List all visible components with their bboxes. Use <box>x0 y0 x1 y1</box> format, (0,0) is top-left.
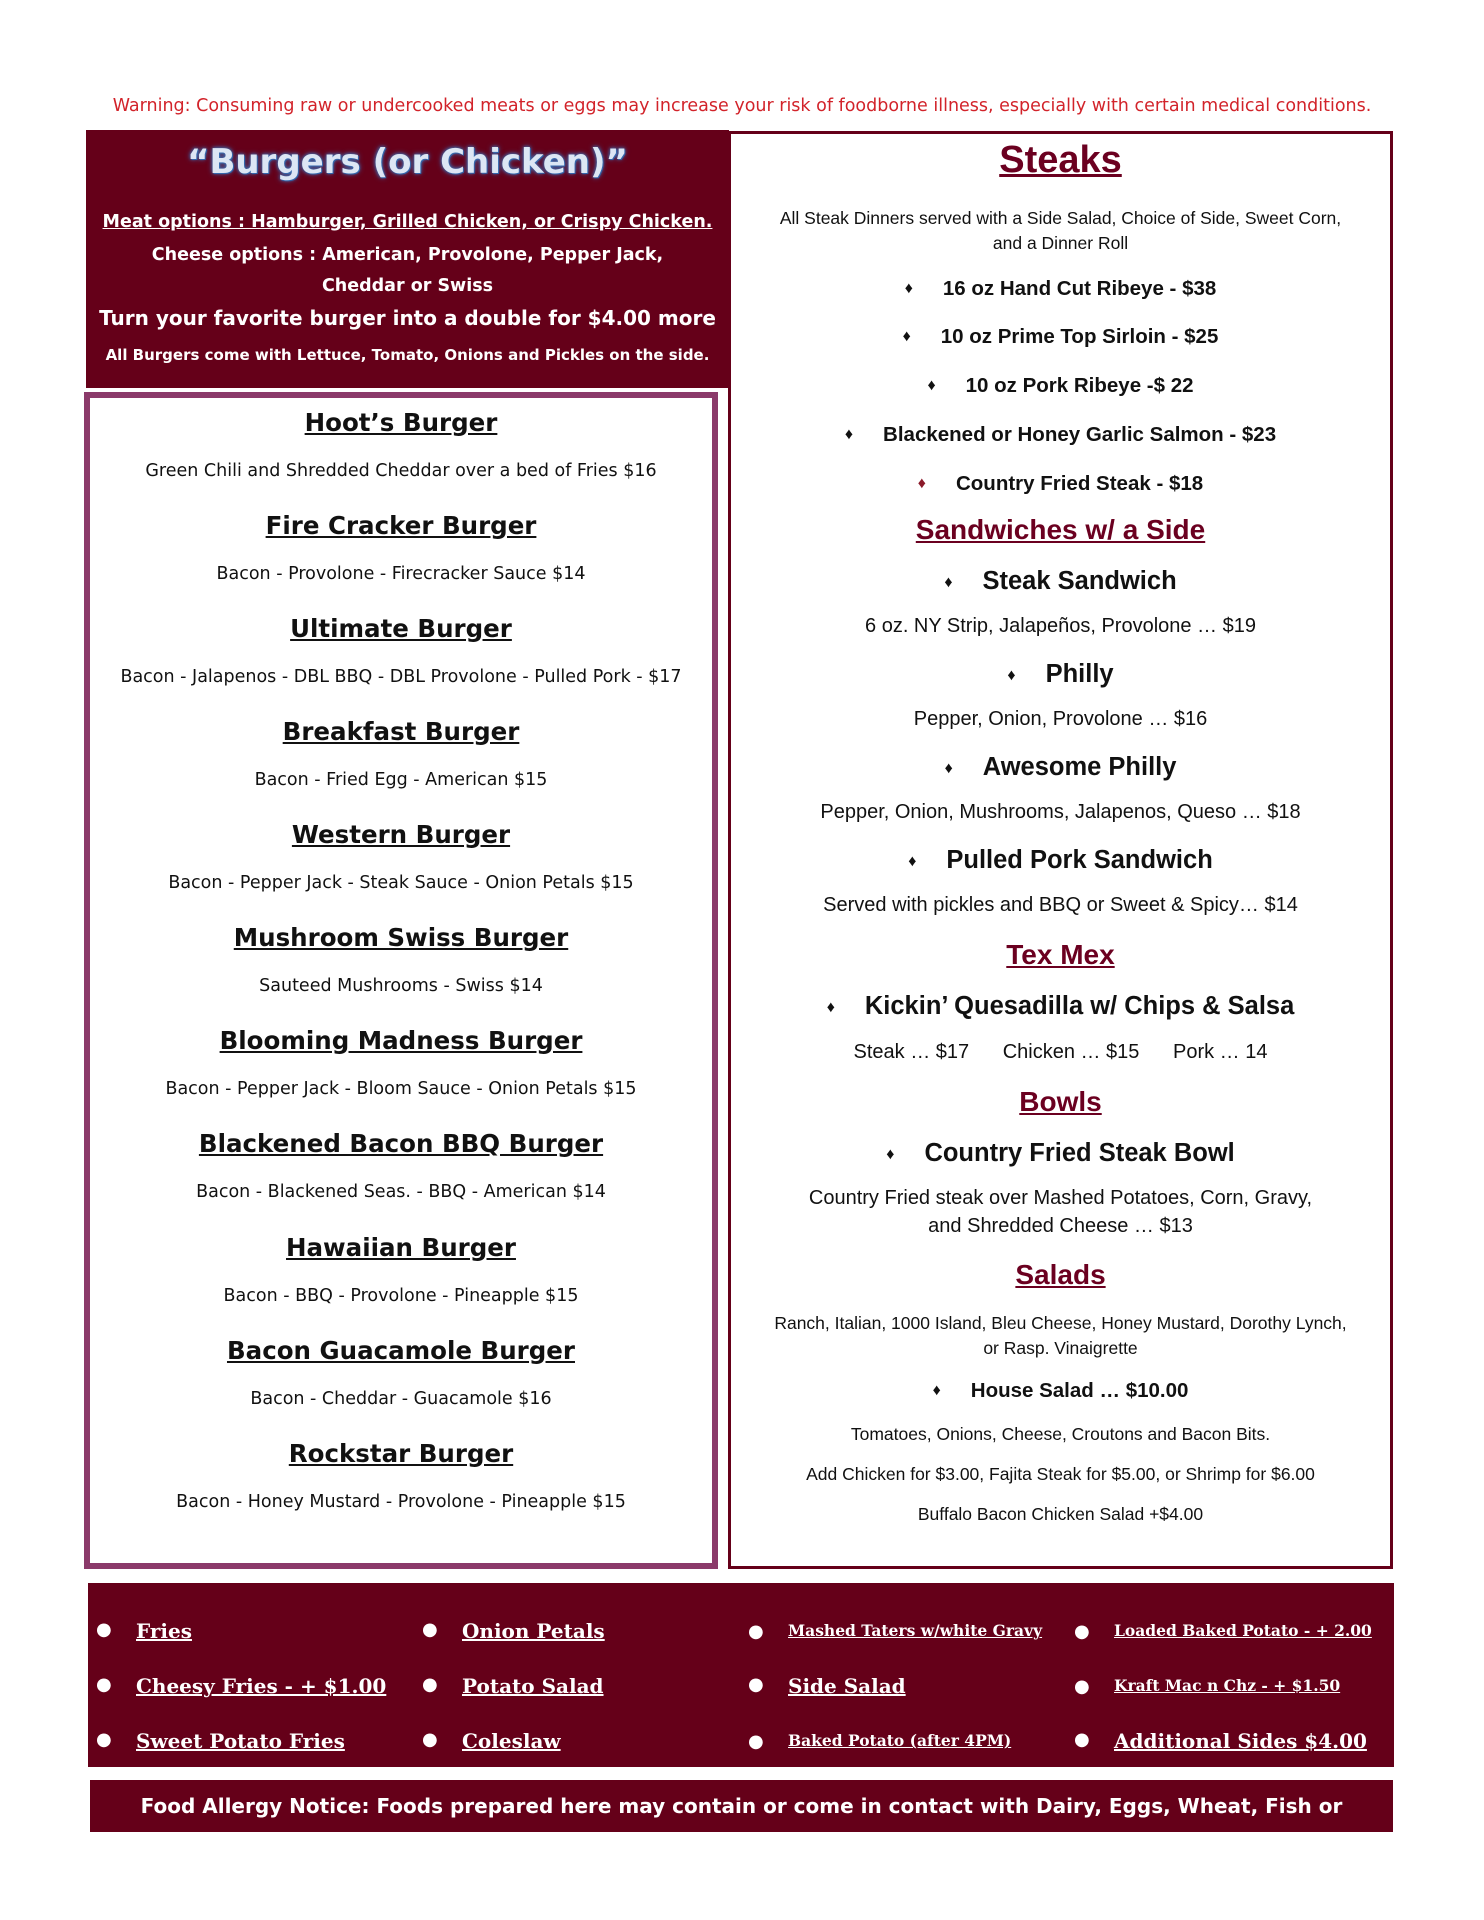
steak-item-label: 16 oz Hand Cut Ribeye - $38 <box>942 277 1217 300</box>
sandwich-item <box>731 753 1390 782</box>
diamond-bullet-icon: ♦ <box>944 574 953 591</box>
diamond-bullet-icon: ♦ <box>886 1146 895 1163</box>
bullet-dot-icon: ● <box>96 1619 112 1640</box>
burger-item <box>90 717 712 790</box>
sides-box <box>88 1583 1394 1767</box>
food-allergy-notice: Food Allergy Notice: Foods prepared here may contain or come in contact with Dairy, Eggs, Wheat, Fish or Shellfish <box>90 1780 1393 1832</box>
burger-name: Hawaiian Burger <box>286 1233 516 1262</box>
burger-item <box>90 1336 712 1409</box>
bullet-dot-icon: ● <box>96 1674 112 1695</box>
sandwich-description: Pepper, Onion, Mushrooms, Jalapenos, Queso … $18 <box>820 801 1301 823</box>
side-label: Side Salad <box>788 1674 906 1698</box>
burger-item <box>90 1439 712 1512</box>
burger-name: Mushroom Swiss Burger <box>233 923 569 952</box>
bullet-dot-icon: ● <box>422 1619 438 1640</box>
sandwiches-heading: Sandwiches w/ a Side <box>915 514 1206 545</box>
sandwich-item <box>731 567 1390 596</box>
side-label: Kraft Mac n Chz - + $1.50 <box>1114 1676 1341 1695</box>
burger-description: Bacon - Fried Egg - American $15 <box>254 770 548 790</box>
burger-description: Bacon - Jalapenos - DBL BBQ - DBL Provolone - Pulled Pork - $17 <box>120 667 682 687</box>
diamond-bullet-icon: ♦ <box>908 853 917 870</box>
sandwich-description: Pepper, Onion, Provolone … $16 <box>913 708 1208 730</box>
burger-item <box>90 511 712 584</box>
sandwich-description: 6 oz. NY Strip, Jalapeños, Provolone … $19 <box>865 615 1256 637</box>
tex-mex-price: Pork … 14 <box>1173 1041 1268 1063</box>
burger-description: Bacon - Provolone - Firecracker Sauce $14 <box>216 564 586 584</box>
salad-add-ons: Add Chicken for $3.00, Fajita Steak for $5.00, or Shrimp for $6.00 <box>806 1464 1315 1484</box>
diamond-bullet-icon: ♦ <box>932 1382 941 1399</box>
burger-list <box>84 392 718 1569</box>
tex-mex-prices <box>731 1040 1390 1065</box>
burger-name: Western Burger <box>291 820 511 849</box>
side-label: Sweet Potato Fries <box>136 1729 345 1753</box>
steak-item-label: Blackened or Honey Garlic Salmon - $23 <box>883 423 1277 446</box>
sandwich-description: Served with pickles and BBQ or Sweet & Spicy… $14 <box>823 894 1298 916</box>
burger-item <box>90 923 712 996</box>
burger-section-title: “Burgers (or Chicken)” <box>187 142 628 182</box>
diamond-bullet-icon: ♦ <box>902 328 911 345</box>
diamond-bullet-icon: ♦ <box>944 760 953 777</box>
steak-item-label: 10 oz Prime Top Sirloin - $25 <box>940 325 1219 348</box>
diamond-bullet-icon: ♦ <box>917 475 926 492</box>
bullet-dot-icon: ● <box>1074 1729 1090 1750</box>
steak-item <box>731 423 1390 447</box>
side-label: Baked Potato (after 4PM) <box>788 1731 1012 1750</box>
sandwich-name: Steak Sandwich <box>982 567 1177 595</box>
side-label: Loaded Baked Potato - + 2.00 <box>1114 1621 1372 1640</box>
salad-dressings-line-2: or Rasp. Vinaigrette <box>983 1338 1138 1358</box>
burger-description: Bacon - Honey Mustard - Provolone - Pineapple $15 <box>176 1492 626 1512</box>
burger-header-box <box>86 130 729 388</box>
salad-description: Tomatoes, Onions, Cheese, Croutons and Bacon Bits. <box>850 1424 1271 1444</box>
side-label: Potato Salad <box>462 1674 604 1698</box>
burger-description: Sauteed Mushrooms - Swiss $14 <box>259 976 543 996</box>
burger-name: Hoot’s Burger <box>304 408 498 437</box>
salad-dressings-line-1: Ranch, Italian, 1000 Island, Bleu Cheese, Honey Mustard, Dorothy Lynch, <box>774 1313 1347 1333</box>
diamond-bullet-icon: ♦ <box>826 999 835 1016</box>
tex-mex-item-label: Kickin’ Quesadilla w/ Chips & Salsa <box>864 992 1295 1020</box>
burger-item <box>90 1129 712 1202</box>
bullet-dot-icon: ● <box>96 1729 112 1750</box>
tex-mex-item <box>731 992 1390 1021</box>
buffalo-salad-note: Buffalo Bacon Chicken Salad +$4.00 <box>917 1504 1204 1524</box>
bowl-description-line-2: and Shredded Cheese … $13 <box>928 1215 1193 1237</box>
sandwich-item <box>731 660 1390 689</box>
burger-description: Bacon - Blackened Seas. - BBQ - American $14 <box>196 1182 606 1202</box>
side-label: Cheesy Fries - + $1.00 <box>136 1674 387 1698</box>
bullet-dot-icon: ● <box>748 1674 764 1695</box>
steak-item <box>731 325 1390 349</box>
side-label: Additional Sides $4.00 <box>1114 1729 1367 1753</box>
cheese-options-line-2: Cheddar or Swiss <box>321 276 494 296</box>
burger-description: Bacon - Cheddar - Guacamole $16 <box>250 1389 552 1409</box>
bowl-description-line-1: Country Fried steak over Mashed Potatoes, Corn, Gravy, <box>808 1187 1313 1209</box>
diamond-bullet-icon: ♦ <box>1007 667 1016 684</box>
double-burger-note: Turn your favorite burger into a double for $4.00 more <box>99 306 716 330</box>
burger-item <box>90 1026 712 1099</box>
burger-name: Blackened Bacon BBQ Burger <box>198 1129 604 1158</box>
burger-item <box>90 614 712 687</box>
sandwich-name: Pulled Pork Sandwich <box>946 846 1213 874</box>
right-menu-box <box>728 131 1393 1569</box>
burger-item <box>90 820 712 893</box>
bullet-dot-icon: ● <box>422 1729 438 1750</box>
bullet-dot-icon: ● <box>422 1674 438 1695</box>
sandwich-name: Awesome Philly <box>982 753 1177 781</box>
steaks-note-line-2: and a Dinner Roll <box>992 233 1129 253</box>
burger-item <box>90 408 712 481</box>
bowl-item-label: Country Fried Steak Bowl <box>924 1139 1235 1167</box>
tex-mex-heading: Tex Mex <box>1006 939 1115 970</box>
burger-description: Bacon - BBQ - Provolone - Pineapple $15 <box>223 1286 579 1306</box>
bowls-heading: Bowls <box>1019 1086 1102 1117</box>
burger-name: Breakfast Burger <box>282 717 520 746</box>
burger-description: Bacon - Pepper Jack - Bloom Sauce - Onion Petals $15 <box>165 1079 637 1099</box>
steak-item-label: Country Fried Steak - $18 <box>955 472 1204 495</box>
bullet-dot-icon: ● <box>1074 1621 1090 1642</box>
bullet-dot-icon: ● <box>748 1731 764 1752</box>
tex-mex-price: Steak … $17 <box>853 1041 970 1063</box>
side-label: Mashed Taters w/white Gravy <box>788 1621 1043 1640</box>
salads-heading: Salads <box>1015 1259 1106 1290</box>
side-label: Onion Petals <box>462 1619 605 1643</box>
steak-item-label: 10 oz Pork Ribeye -$ 22 <box>965 374 1194 397</box>
meat-options: Meat options : Hamburger, Grilled Chicken, or Crispy Chicken. <box>102 212 713 232</box>
diamond-bullet-icon: ♦ <box>904 280 913 297</box>
sandwich-name: Philly <box>1045 660 1114 688</box>
diamond-bullet-icon: ♦ <box>844 426 854 443</box>
burger-name: Fire Cracker Burger <box>265 511 537 540</box>
bullet-dot-icon: ● <box>1074 1676 1090 1697</box>
burger-description: Green Chili and Shredded Cheddar over a bed of Fries $16 <box>145 461 657 481</box>
sandwich-item <box>731 846 1390 875</box>
burger-name: Blooming Madness Burger <box>219 1026 583 1055</box>
burger-name: Bacon Guacamole Burger <box>226 1336 575 1365</box>
raw-meat-warning: Warning: Consuming raw or undercooked meats or eggs may increase your risk of foodborne illness, especially with certain medical conditions. <box>112 96 1372 116</box>
diamond-bullet-icon: ♦ <box>927 377 936 394</box>
tex-mex-price: Chicken … $15 <box>1002 1041 1140 1063</box>
steaks-note-line-1: All Steak Dinners served with a Side Salad, Choice of Side, Sweet Corn, <box>779 208 1342 228</box>
steak-item <box>731 472 1390 496</box>
bullet-dot-icon: ● <box>748 1621 764 1642</box>
burger-item <box>90 1233 712 1306</box>
salad-item-label: House Salad … $10.00 <box>970 1379 1189 1402</box>
steaks-heading: Steaks <box>999 139 1122 181</box>
side-label: Fries <box>136 1619 192 1643</box>
burger-description: Bacon - Pepper Jack - Steak Sauce - Onion Petals $15 <box>168 873 634 893</box>
cheese-options <box>86 240 729 302</box>
steak-item <box>731 374 1390 398</box>
burger-toppings-note: All Burgers come with Lettuce, Tomato, Onions and Pickles on the side. <box>105 346 710 364</box>
side-label: Coleslaw <box>462 1729 561 1753</box>
steak-item <box>731 277 1390 301</box>
salad-item <box>731 1379 1390 1403</box>
bowl-item <box>731 1139 1390 1168</box>
burger-name: Ultimate Burger <box>290 614 512 643</box>
burger-name: Rockstar Burger <box>288 1439 514 1468</box>
cheese-options-line-1: Cheese options : American, Provolone, Pepper Jack, <box>151 245 664 265</box>
